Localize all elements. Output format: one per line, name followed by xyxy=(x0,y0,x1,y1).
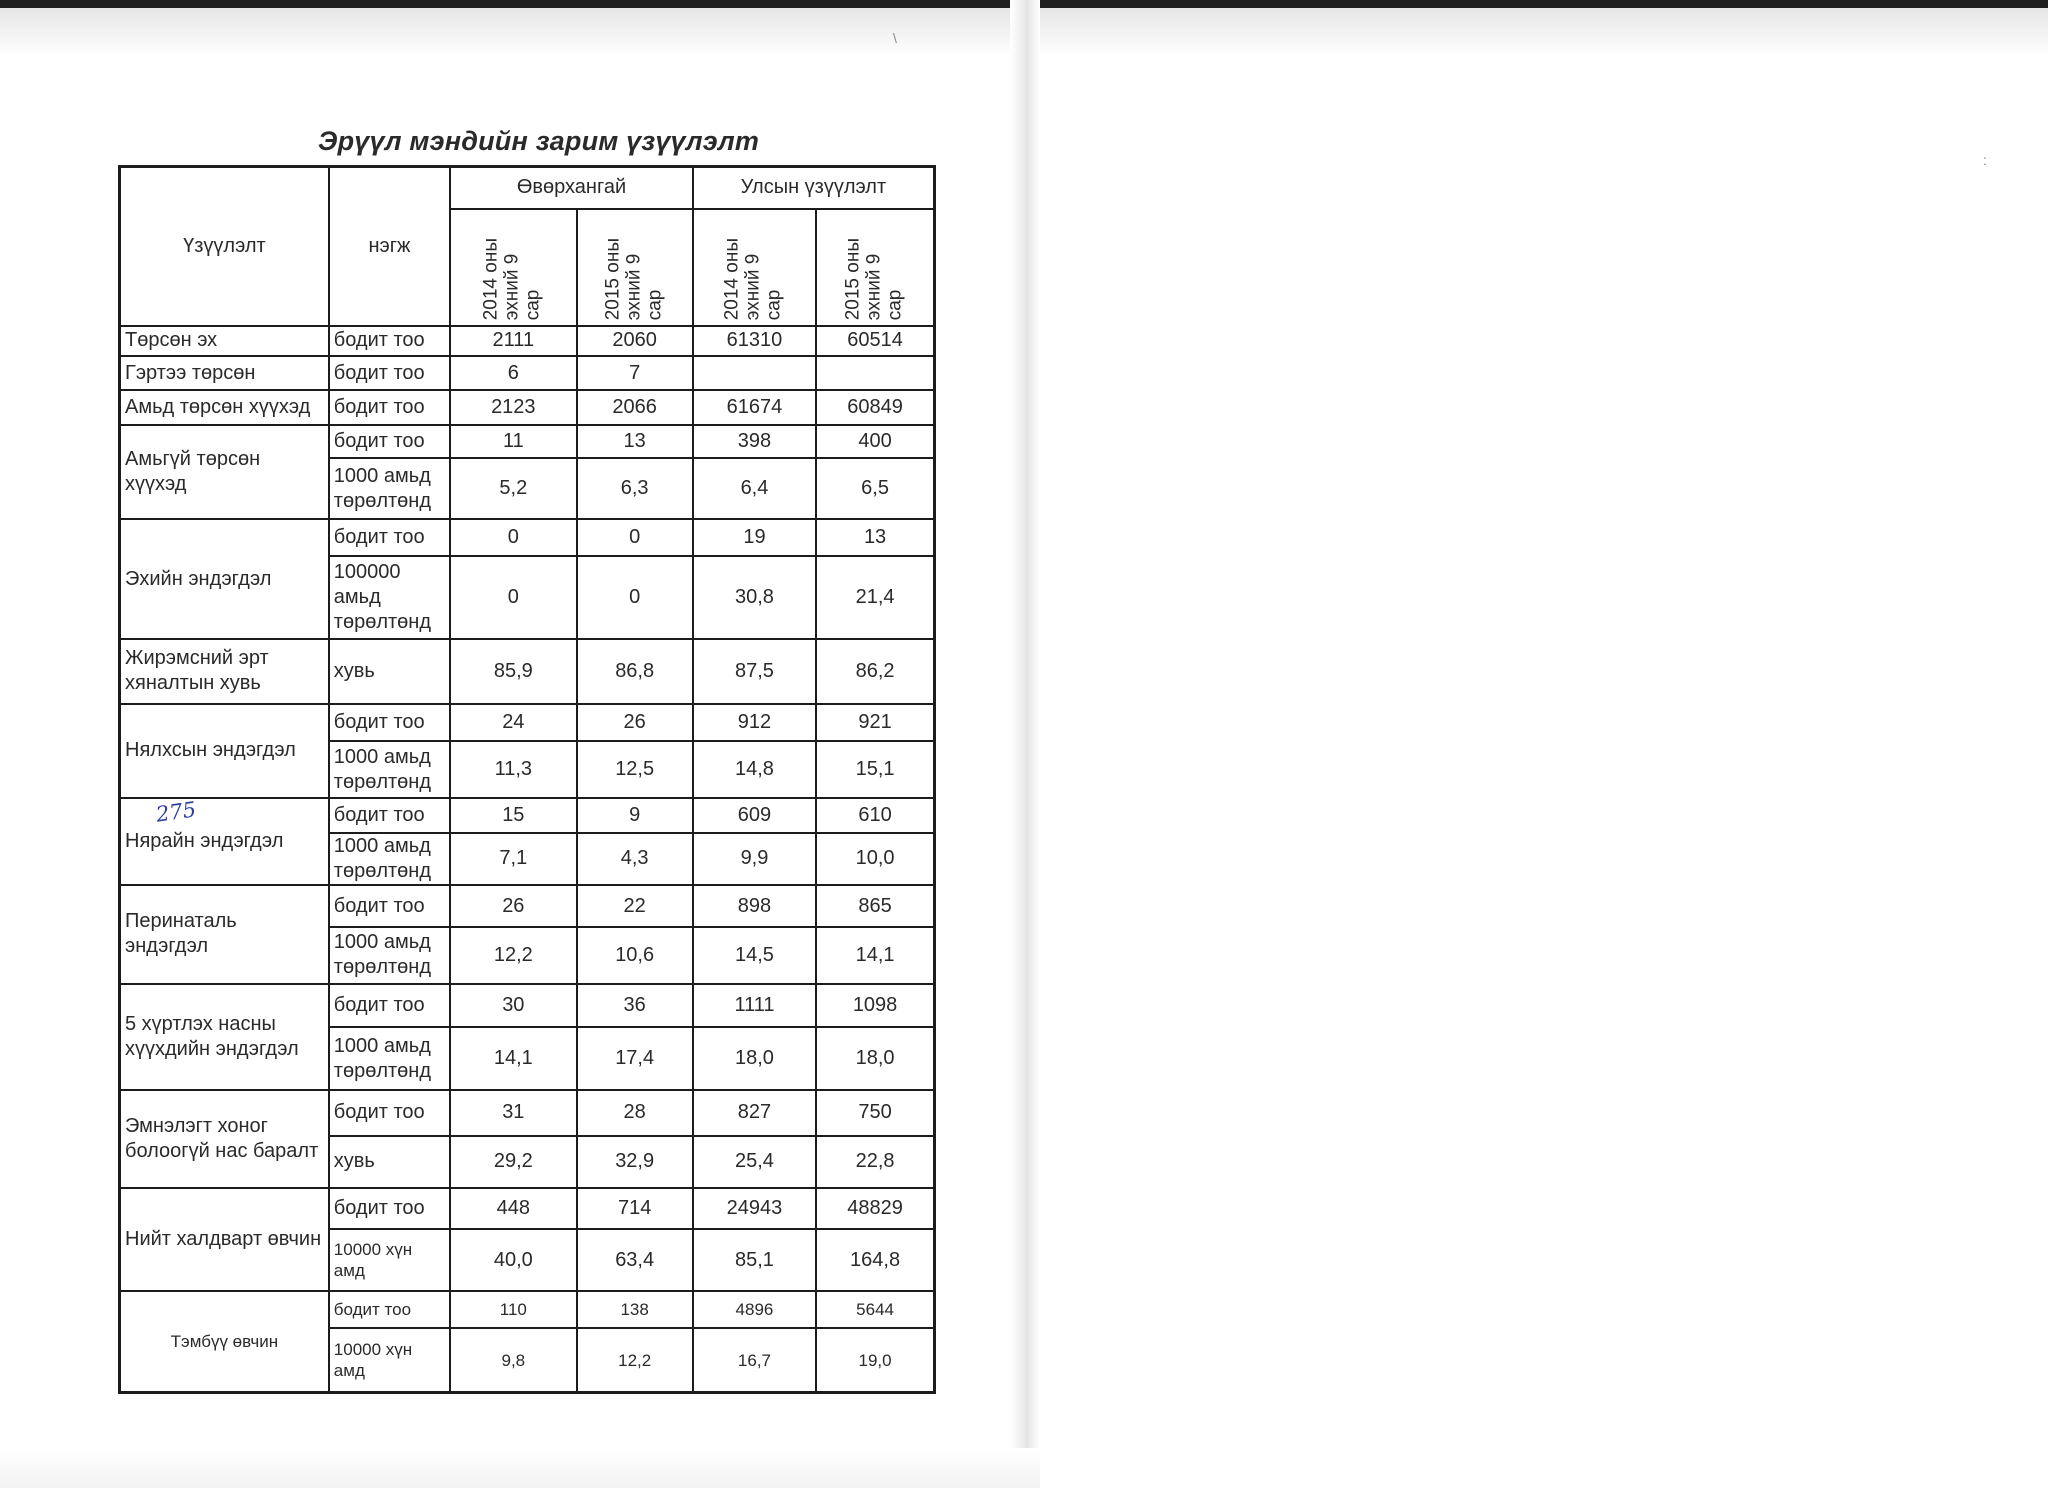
cell-value: 26 xyxy=(450,885,576,927)
row-indicator: Нийт халдварт өвчин xyxy=(120,1188,329,1291)
scan-speck: : xyxy=(1983,152,1987,168)
cell-value: 0 xyxy=(450,556,576,639)
cell-value: 87,5 xyxy=(693,639,816,704)
cell-value: 2123 xyxy=(450,390,576,424)
row-unit: 1000 амьд төрөлтөнд xyxy=(329,927,450,984)
cell-value: 912 xyxy=(693,704,816,742)
cell-value: 29,2 xyxy=(450,1136,576,1188)
row-unit: бодит тоо xyxy=(329,1090,450,1136)
row-unit: 10000 хүн амд xyxy=(329,1229,450,1291)
cell-value: 19,0 xyxy=(816,1328,934,1392)
cell-value: 9,9 xyxy=(693,833,816,886)
cell-value: 7 xyxy=(577,356,693,390)
row-indicator: Гэртээ төрсөн xyxy=(120,356,329,390)
cell-value: 10,0 xyxy=(816,833,934,886)
table-row xyxy=(120,326,935,356)
table-row xyxy=(120,390,935,424)
cell-value: 86,2 xyxy=(816,639,934,704)
row-unit: бодит тоо xyxy=(329,798,450,832)
row-unit: бодит тоо xyxy=(329,390,450,424)
cell-value: 7,1 xyxy=(450,833,576,886)
cell-value: 14,8 xyxy=(693,741,816,798)
row-unit: бодит тоо xyxy=(329,1188,450,1230)
cell-value: 60514 xyxy=(816,326,934,356)
cell-value: 0 xyxy=(577,556,693,639)
header-group-uvurkhangai: Өвөрхангай xyxy=(450,167,693,209)
cell-value: 398 xyxy=(693,425,816,458)
table-row xyxy=(120,1090,935,1136)
cell-value: 6 xyxy=(450,356,576,390)
cell-value: 12,5 xyxy=(577,741,693,798)
header-unit: нэгж xyxy=(329,167,450,326)
table-row xyxy=(120,798,935,832)
header-indicator: Үзүүлэлт xyxy=(120,167,329,326)
cell-value: 5,2 xyxy=(450,458,576,519)
cell-value: 12,2 xyxy=(577,1328,693,1392)
row-unit: 10000 хүн амд xyxy=(329,1328,450,1392)
table-row xyxy=(120,425,935,458)
cell-value: 16,7 xyxy=(693,1328,816,1392)
cell-value: 9 xyxy=(577,798,693,832)
cell-value: 11 xyxy=(450,425,576,458)
row-unit: бодит тоо xyxy=(329,425,450,458)
cell-value: 0 xyxy=(577,519,693,556)
cell-value: 32,9 xyxy=(577,1136,693,1188)
cell-value: 138 xyxy=(577,1291,693,1329)
row-unit: 1000 амьд төрөлтөнд xyxy=(329,458,450,519)
row-unit: бодит тоо xyxy=(329,984,450,1028)
table-row xyxy=(120,519,935,556)
cell-value: 30,8 xyxy=(693,556,816,639)
scan-speck: \ xyxy=(893,30,897,46)
cell-value: 4896 xyxy=(693,1291,816,1329)
table-row xyxy=(120,639,935,704)
row-unit: бодит тоо xyxy=(329,1291,450,1329)
table-row xyxy=(120,984,935,1028)
row-indicator: Нялхсын эндэгдэл xyxy=(120,704,329,798)
page-gutter xyxy=(1010,0,1040,1488)
cell-value: 4,3 xyxy=(577,833,693,886)
row-unit: хувь xyxy=(329,639,450,704)
row-indicator: 5 хүртлэх насны хүүхдийн эндэгдэл xyxy=(120,984,329,1090)
cell-value xyxy=(816,356,934,390)
page-title: Эрүүл мэндийн зарим үзүүлэлт xyxy=(318,126,760,156)
row-unit: 1000 амьд төрөлтөнд xyxy=(329,833,450,886)
cell-value: 400 xyxy=(816,425,934,458)
cell-value: 448 xyxy=(450,1188,576,1230)
cell-value: 15 xyxy=(450,798,576,832)
row-unit: 100000 амьд төрөлтөнд xyxy=(329,556,450,639)
cell-value: 12,2 xyxy=(450,927,576,984)
row-unit: 1000 амьд төрөлтөнд xyxy=(329,741,450,798)
cell-value: 714 xyxy=(577,1188,693,1230)
cell-value: 24 xyxy=(450,704,576,742)
cell-value: 85,9 xyxy=(450,639,576,704)
header-year-col1: 2014 оны эхний 9 сар xyxy=(450,209,576,326)
header-year-col3: 2014 оны эхний 9 сар xyxy=(693,209,816,326)
cell-value: 13 xyxy=(577,425,693,458)
row-unit: бодит тоо xyxy=(329,519,450,556)
table-row xyxy=(120,356,935,390)
cell-value: 22 xyxy=(577,885,693,927)
cell-value: 827 xyxy=(693,1090,816,1136)
cell-value: 18,0 xyxy=(693,1027,816,1090)
cell-value: 21,4 xyxy=(816,556,934,639)
row-indicator: Эмнэлэгт хоног болоогүй нас баралт xyxy=(120,1090,329,1187)
cell-value: 609 xyxy=(693,798,816,832)
cell-value: 10,6 xyxy=(577,927,693,984)
cell-value: 18,0 xyxy=(816,1027,934,1090)
cell-value: 24943 xyxy=(693,1188,816,1230)
handwritten-note: 275 xyxy=(154,797,198,827)
cell-value: 9,8 xyxy=(450,1328,576,1392)
cell-value: 26 xyxy=(577,704,693,742)
cell-value: 11,3 xyxy=(450,741,576,798)
cell-value: 19 xyxy=(693,519,816,556)
cell-value: 6,5 xyxy=(816,458,934,519)
cell-value: 36 xyxy=(577,984,693,1028)
cell-value: 5644 xyxy=(816,1291,934,1329)
header-year-col2: 2015 оны эхний 9 сар xyxy=(577,209,693,326)
cell-value: 40,0 xyxy=(450,1229,576,1291)
cell-value: 25,4 xyxy=(693,1136,816,1188)
cell-value: 2060 xyxy=(577,326,693,356)
row-indicator: Жирэмсний эрт хяналтын хувь xyxy=(120,639,329,704)
table-row xyxy=(120,1188,935,1230)
table-row xyxy=(120,1291,935,1329)
row-indicator: Амьд төрсөн хүүхэд xyxy=(120,390,329,424)
cell-value: 6,4 xyxy=(693,458,816,519)
cell-value: 610 xyxy=(816,798,934,832)
cell-value: 750 xyxy=(816,1090,934,1136)
row-indicator: Эхийн эндэгдэл xyxy=(120,519,329,639)
cell-value: 28 xyxy=(577,1090,693,1136)
health-indicators-table xyxy=(118,165,936,1394)
cell-value: 164,8 xyxy=(816,1229,934,1291)
cell-value: 13 xyxy=(816,519,934,556)
cell-value: 1098 xyxy=(816,984,934,1028)
row-unit: бодит тоо xyxy=(329,326,450,356)
cell-value: 898 xyxy=(693,885,816,927)
cell-value: 22,8 xyxy=(816,1136,934,1188)
cell-value: 921 xyxy=(816,704,934,742)
row-indicator: Тэмбүү өвчин xyxy=(120,1291,329,1393)
row-indicator: Амьгүй төрсөн хүүхэд xyxy=(120,425,329,519)
cell-value: 86,8 xyxy=(577,639,693,704)
cell-value: 60849 xyxy=(816,390,934,424)
cell-value: 110 xyxy=(450,1291,576,1329)
cell-value: 0 xyxy=(450,519,576,556)
header-group-national: Улсын үзүүлэлт xyxy=(693,167,935,209)
cell-value: 61310 xyxy=(693,326,816,356)
row-unit: бодит тоо xyxy=(329,704,450,742)
cell-value xyxy=(693,356,816,390)
cell-value: 14,1 xyxy=(450,1027,576,1090)
row-unit: бодит тоо xyxy=(329,885,450,927)
cell-value: 1111 xyxy=(693,984,816,1028)
cell-value: 31 xyxy=(450,1090,576,1136)
cell-value: 63,4 xyxy=(577,1229,693,1291)
cell-value: 14,5 xyxy=(693,927,816,984)
cell-value: 865 xyxy=(816,885,934,927)
header-year-col4: 2015 оны эхний 9 сар xyxy=(816,209,934,326)
row-unit: 1000 амьд төрөлтөнд xyxy=(329,1027,450,1090)
cell-value: 61674 xyxy=(693,390,816,424)
cell-value: 2111 xyxy=(450,326,576,356)
row-unit: бодит тоо xyxy=(329,356,450,390)
row-unit: хувь xyxy=(329,1136,450,1188)
row-indicator: Төрсөн эх xyxy=(120,326,329,356)
cell-value: 85,1 xyxy=(693,1229,816,1291)
cell-value: 6,3 xyxy=(577,458,693,519)
table-row xyxy=(120,885,935,927)
cell-value: 2066 xyxy=(577,390,693,424)
row-indicator: Нярайн эндэгдэл xyxy=(120,798,329,885)
row-indicator: Перинаталь эндэгдэл xyxy=(120,885,329,983)
cell-value: 15,1 xyxy=(816,741,934,798)
table-row xyxy=(120,704,935,742)
cell-value: 14,1 xyxy=(816,927,934,984)
scan-bottom-shadow xyxy=(0,1448,1040,1488)
cell-value: 48829 xyxy=(816,1188,934,1230)
cell-value: 30 xyxy=(450,984,576,1028)
cell-value: 17,4 xyxy=(577,1027,693,1090)
